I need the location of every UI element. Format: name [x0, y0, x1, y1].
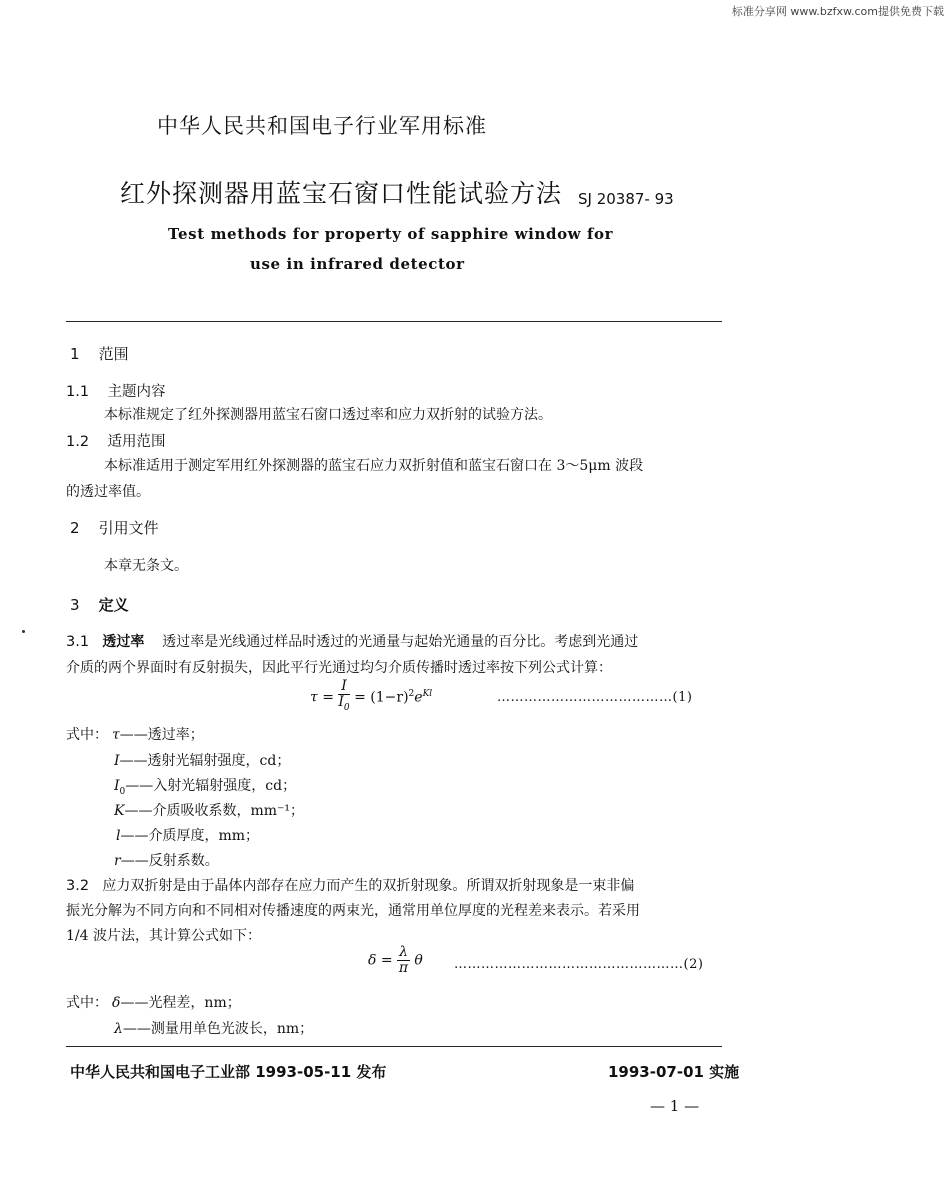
equation-1-tag: …………………………………(1): [497, 690, 693, 705]
definition-symbol: λ: [114, 1021, 123, 1037]
definition-symbol: I: [114, 753, 120, 769]
eq-exp-power: Kl: [422, 688, 433, 699]
definitions-label-2: 式中：: [66, 995, 108, 1011]
standard-code: SJ 20387- 93: [578, 190, 674, 208]
eq-rhs: = (1−r): [354, 689, 409, 706]
section-3-2-line-1: [66, 875, 634, 895]
section-title: 引用文件: [98, 519, 159, 537]
definition-text: ——测量用单色光波长，nm；: [122, 1021, 314, 1037]
eq-fraction: [338, 679, 349, 716]
definition-item: [116, 825, 259, 845]
paragraph-text: 透过率是光线通过样品时透过的光通量与起始光通量的百分比。考虑到光通过: [162, 634, 639, 650]
eq-denominator: [338, 695, 349, 716]
watermark-text: 标准分享网 www.bzfxw.com提供免费下载: [731, 5, 944, 18]
section-number: 1: [70, 345, 80, 363]
definition-item: [114, 775, 296, 797]
definition-text: ——光程差，nm；: [120, 995, 241, 1011]
definition-text: ——介质厚度，mm；: [120, 828, 260, 844]
section-3-2-line-2: 振光分解为不同方向和不同相对传播速度的两束光，通常用单位厚度的光程差来表示。若采用: [66, 903, 640, 919]
definition-text: ——介质吸收系数，mm⁻¹；: [124, 803, 305, 819]
definition-text: ——反射系数。: [120, 853, 219, 869]
section-number: 1.1: [66, 384, 90, 400]
eq-denominator: π: [398, 960, 409, 976]
definition-text: ——透射光辐射强度，cd；: [119, 753, 291, 769]
definitions-label: 式中：: [66, 727, 108, 743]
footer-divider: [66, 1046, 722, 1047]
section-3-2-line-3: 1/4 波片法，其计算公式如下：: [66, 928, 261, 944]
eq-numerator: λ: [399, 944, 408, 960]
equation-1: [310, 679, 432, 716]
page-number: — 1 —: [650, 1097, 700, 1115]
standard-organization: 中华人民共和国电子行业军用标准: [157, 114, 487, 138]
section-number: 3.1: [66, 634, 90, 650]
section-title: 主题内容: [107, 384, 166, 400]
header-divider: [66, 321, 722, 322]
definition-symbol: K: [114, 803, 125, 819]
paragraph-text: 应力双折射是由于晶体内部存在应力而产生的双折射现象。所谓双折射现象是一束非偏: [102, 878, 635, 894]
definition-item: [114, 800, 304, 820]
definition-item: [112, 724, 204, 744]
margin-speck: [22, 630, 25, 633]
eq-numerator: I: [338, 679, 349, 695]
section-1-2-heading: [66, 430, 166, 451]
section-1-heading: [70, 343, 129, 364]
section-3-1-line-1: [66, 631, 638, 651]
eq-theta: θ: [414, 952, 423, 969]
definition-symbol: τ: [112, 727, 120, 743]
section-3-1-line-2: 介质的两个界面时有反射损失，因此平行光通过均匀介质传播时透过率按下列公式计算：: [66, 660, 612, 676]
issue-info: 中华人民共和国电子工业部 1993-05-11 发布: [70, 1063, 387, 1081]
section-title: 定义: [98, 596, 129, 614]
equation-2-tag: ……………………………………………(2): [454, 957, 704, 972]
eq-den-symbol: I: [338, 694, 344, 710]
implementation-date: 1993-07-01 实施: [608, 1063, 740, 1081]
definition-subscript: 0: [119, 786, 126, 797]
equation-2: [368, 945, 423, 976]
section-number: 3: [70, 596, 80, 614]
definition-symbol: I: [114, 778, 120, 794]
eq-den-subscript: 0: [343, 702, 350, 713]
english-title-line-2: use in infrared detector: [250, 255, 465, 273]
eq-fraction: [397, 945, 410, 976]
definition-item: [114, 750, 290, 770]
definition-item: [112, 992, 241, 1012]
section-number: 1.2: [66, 434, 90, 450]
definition-symbol: r: [114, 853, 121, 869]
section-1-2-text-line-1: 本标准适用于测定军用红外探测器的蓝宝石应力双折射值和蓝宝石窗口在 3～5μm 波段: [104, 458, 644, 474]
term-label: 透过率: [102, 634, 145, 650]
definition-text: ——透过率；: [119, 727, 204, 743]
eq-rhs-power: 2: [408, 688, 415, 699]
section-number: 3.2: [66, 878, 90, 894]
section-2-text: 本章无条文。: [104, 558, 188, 574]
section-1-1-text: 本标准规定了红外探测器用蓝宝石窗口透过率和应力双折射的试验方法。: [104, 407, 552, 423]
definition-item: [114, 850, 219, 870]
eq-lhs: δ =: [368, 952, 393, 969]
section-1-1-heading: [66, 380, 166, 401]
eq-lhs: τ =: [310, 689, 334, 706]
section-3-heading: [70, 594, 129, 615]
english-title-line-1: Test methods for property of sapphire window for: [168, 225, 614, 243]
document-title: 红外探测器用蓝宝石窗口性能试验方法: [120, 179, 563, 208]
definition-text: ——入射光辐射强度，cd；: [125, 778, 297, 794]
definition-item: [114, 1018, 313, 1038]
section-2-heading: [70, 517, 159, 538]
section-title: 适用范围: [107, 434, 166, 450]
definition-symbol: l: [116, 828, 121, 844]
section-title: 范围: [98, 345, 129, 363]
eq-exp-base: e: [414, 689, 423, 706]
section-number: 2: [70, 519, 80, 537]
definition-symbol: δ: [112, 995, 121, 1011]
section-1-2-text-line-2: 的透过率值。: [66, 484, 150, 500]
